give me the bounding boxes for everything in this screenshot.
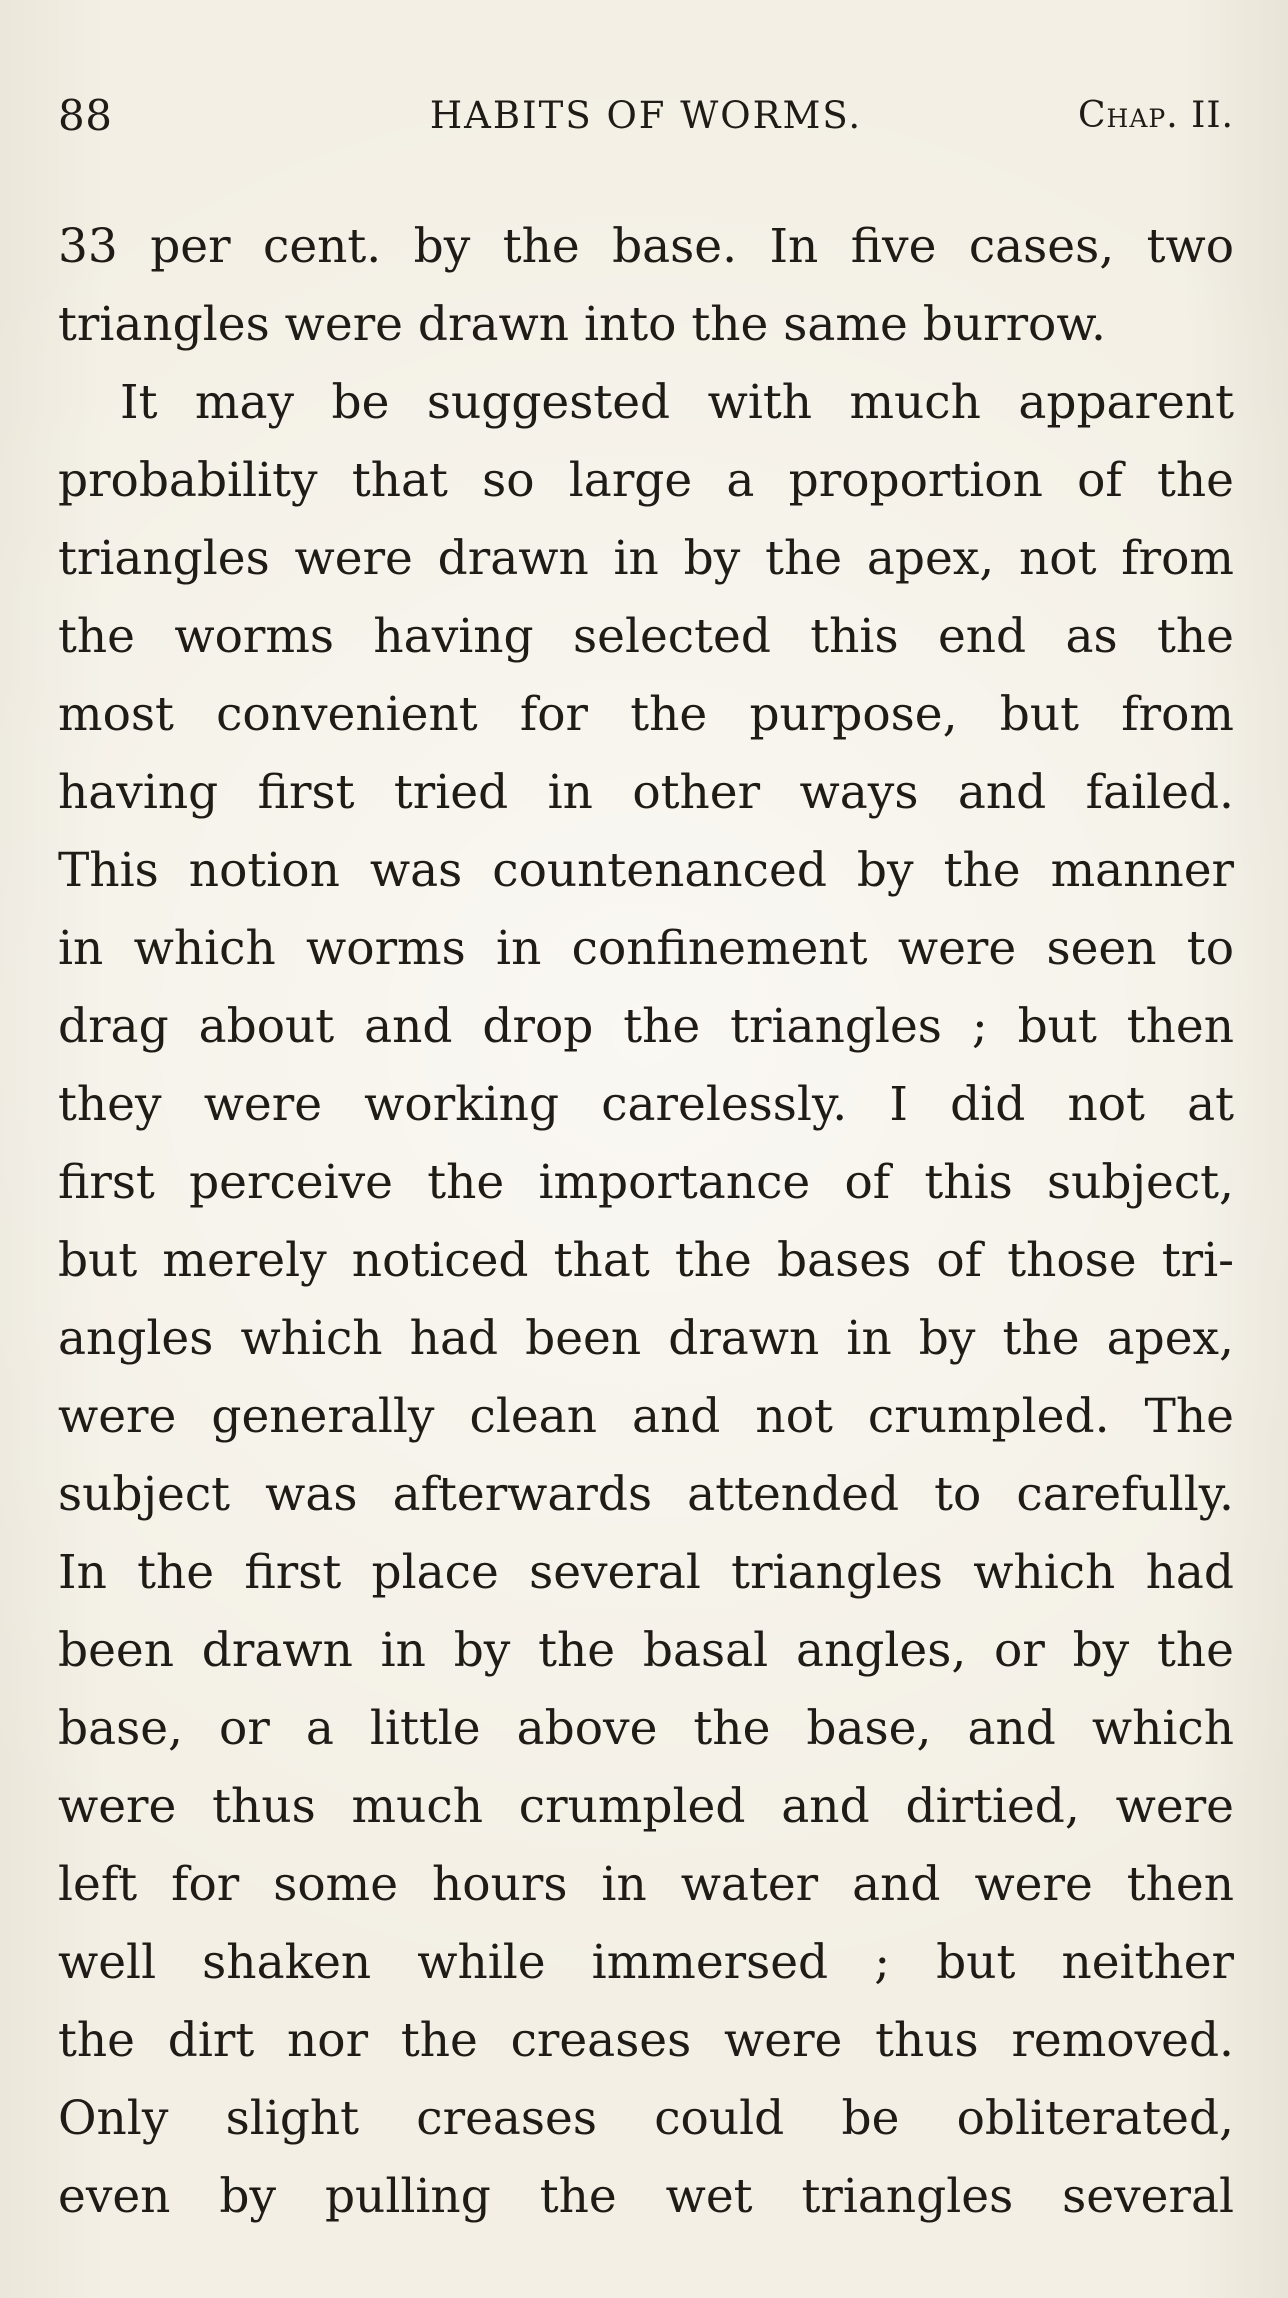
text-line: left for some hours in water and were then (58, 1857, 1234, 1912)
body-text (58, 208, 1234, 2236)
text-line: This notion was countenanced by the manner (58, 843, 1234, 898)
text-line: triangles were drawn into the same burrow. (58, 297, 1106, 352)
text-line: but merely noticed that the bases of those tri- (58, 1233, 1234, 1288)
text-line: most convenient for the purpose, but from (58, 687, 1234, 742)
text-line: the dirt nor the creases were thus removed. (58, 2013, 1234, 2068)
running-title: HABITS OF WORMS. (429, 94, 863, 137)
text-line: they were working carelessly. I did not at (58, 1077, 1234, 1132)
text-line: base, or a little above the base, and which (58, 1701, 1234, 1756)
text-line: were generally clean and not crumpled. The (58, 1389, 1234, 1444)
text-line: been drawn in by the basal angles, or by the (58, 1623, 1234, 1678)
text-line: probability that so large a proportion of the (58, 453, 1234, 508)
paragraph-start-line: It may be suggested with much apparent (120, 375, 1234, 430)
running-head (58, 86, 1234, 146)
text-line: were thus much crumpled and dirtied, were (58, 1779, 1234, 1834)
page-number: 88 (58, 91, 113, 140)
text-line: well shaken while immersed ; but neither (58, 1935, 1234, 1990)
text-line: In the first place several triangles which had (58, 1545, 1234, 1600)
text-line: Only slight creases could be obliterated, (58, 2091, 1234, 2146)
text-line: angles which had been drawn in by the apex, (58, 1311, 1234, 1366)
text-line: having first tried in other ways and failed. (58, 765, 1234, 820)
text-line: triangles were drawn in by the apex, not from (58, 531, 1234, 586)
text-line: 33 per cent. by the base. In five cases, two (58, 219, 1234, 274)
chapter-label: Chap. II. (1078, 95, 1234, 136)
text-line: first perceive the importance of this subject, (58, 1155, 1234, 1210)
text-line: even by pulling the wet triangles several (58, 2169, 1234, 2224)
text-line: subject was afterwards attended to carefully. (58, 1467, 1234, 1522)
text-line: drag about and drop the triangles ; but then (58, 999, 1234, 1054)
text-line: the worms having selected this end as the (58, 609, 1234, 664)
text-line: in which worms in confinement were seen to (58, 921, 1234, 976)
